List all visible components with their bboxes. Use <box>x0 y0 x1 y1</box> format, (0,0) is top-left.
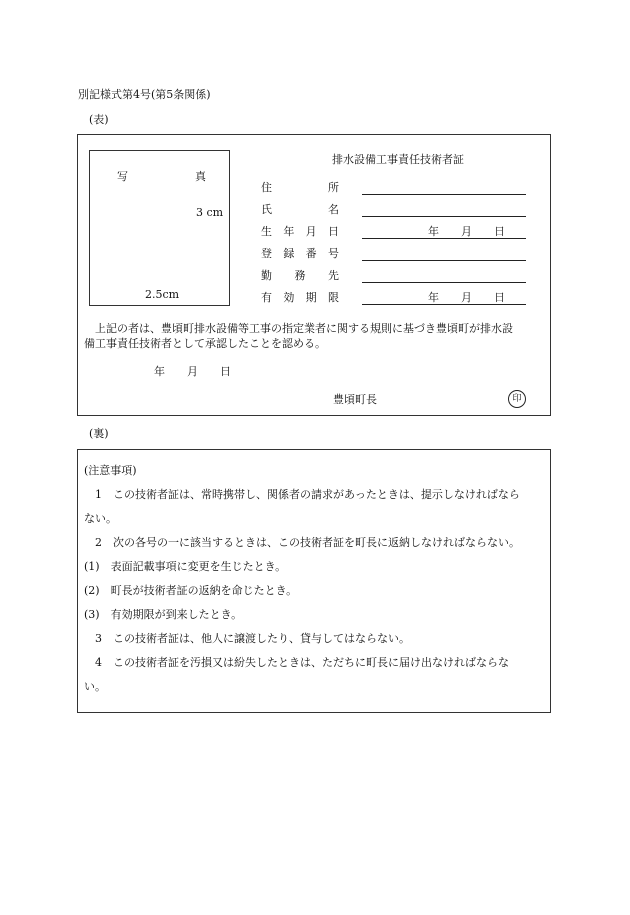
note-line: 1 この技術者証は、常時携帯し、関係者の請求があったときは、提示しなければなら <box>95 488 520 501</box>
field-label-char: 所 <box>328 181 339 194</box>
note-line: ない。 <box>84 512 117 525</box>
field-label-char: 住 <box>261 181 272 194</box>
photo-height-label: 3 cm <box>196 206 224 219</box>
field-fill-line <box>362 260 526 261</box>
form-title: 別記様式第4号(第5条関係) <box>78 88 211 101</box>
field-label-char: 限 <box>327 291 339 304</box>
field-label <box>261 179 339 195</box>
field-fill-line <box>362 194 526 195</box>
front-section-label: (表) <box>89 113 109 126</box>
field-date-suffix: 年 月 日 <box>428 291 505 304</box>
statement-line-1: 上記の者は、豊頃町排水設備等工事の指定業者に関する規則に基づき豊頃町が排水設 <box>95 322 513 335</box>
photo-label-left: 写 <box>117 170 128 183</box>
note-line: 4 この技術者証を汚損又は紛失したときは、ただちに町長に届け出なければならな <box>95 656 509 669</box>
field-fill-line <box>362 216 526 217</box>
field-label-char: 勤 <box>261 269 272 282</box>
notes-heading: (注意事項) <box>84 464 137 477</box>
front-card <box>77 134 551 416</box>
note-line: 3 この技術者証は、他人に譲渡したり、貸与してはならない。 <box>95 632 410 645</box>
field-date-suffix: 年 月 日 <box>428 225 505 238</box>
field-label-char: 氏 <box>261 203 272 216</box>
card-title: 排水設備工事責任技術者証 <box>332 153 464 166</box>
field-label-char: 日 <box>327 225 339 238</box>
field-label-char: 務 <box>294 269 306 282</box>
field-label <box>261 223 339 239</box>
issue-date-line: 年 月 日 <box>154 365 231 378</box>
field-label-char: 登 <box>261 247 272 260</box>
field-label <box>261 289 339 305</box>
field-fill-line <box>362 282 526 283</box>
field-label <box>261 201 339 217</box>
field-label-char: 生 <box>261 225 272 238</box>
field-label-char: 名 <box>328 203 339 216</box>
field-label-char: 効 <box>283 291 295 304</box>
note-line: (1) 表面記載事項に変更を生じたとき。 <box>84 560 287 573</box>
field-label-char: 月 <box>305 225 317 238</box>
field-label-char: 有 <box>261 291 272 304</box>
field-label-char: 先 <box>328 269 339 282</box>
field-label-char: 号 <box>327 247 339 260</box>
field-label-char: 年 <box>283 225 295 238</box>
field-label <box>261 267 339 283</box>
back-card <box>77 449 551 713</box>
note-line: い。 <box>84 680 106 693</box>
note-line: (2) 町長が技術者証の返納を命じたとき。 <box>84 584 298 597</box>
back-section-label: (裏) <box>89 427 109 440</box>
field-label-char: 番 <box>305 247 317 260</box>
photo-width-label: 2.5cm <box>145 288 180 301</box>
photo-label-right: 真 <box>195 170 206 183</box>
field-label-char: 録 <box>283 247 295 260</box>
issuer-name: 豊頃町長 <box>333 393 377 406</box>
note-line: 2 次の各号の一に該当するときは、この技術者証を町長に返納しなければならない。 <box>95 536 520 549</box>
field-label <box>261 245 339 261</box>
statement-line-2: 備工事責任技術者として承認したことを認める。 <box>84 337 326 350</box>
field-label-char: 期 <box>305 291 317 304</box>
note-line: (3) 有効期限が到来したとき。 <box>84 608 243 621</box>
photo-frame <box>89 150 230 306</box>
seal-stamp: 印 <box>508 390 526 408</box>
